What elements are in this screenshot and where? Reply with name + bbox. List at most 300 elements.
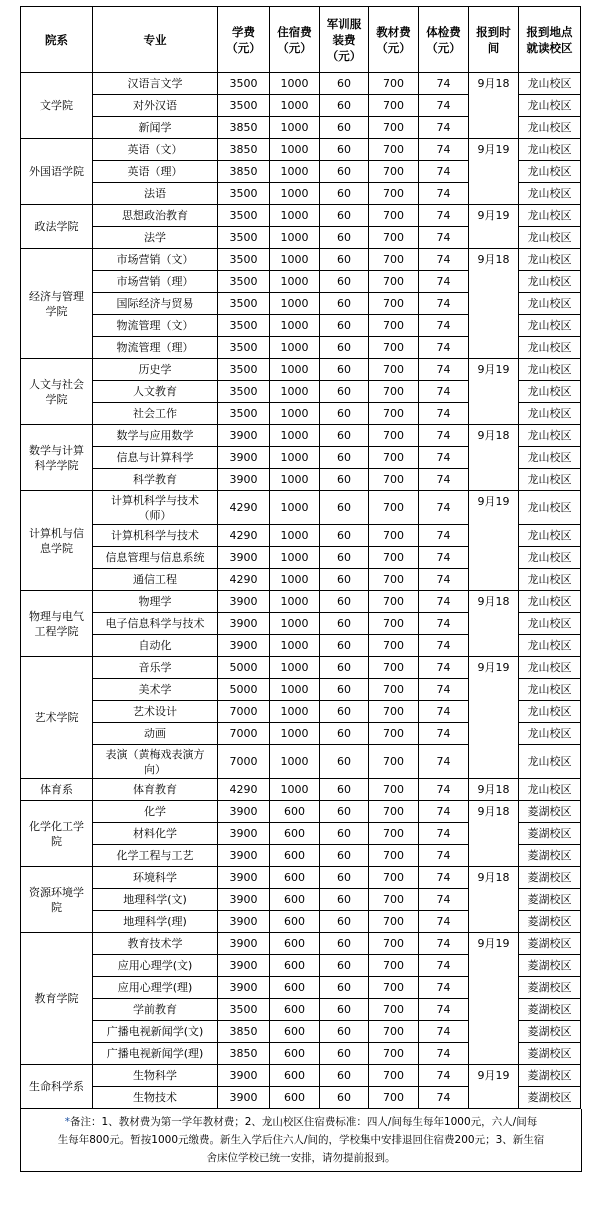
fee-tuition: 4290 bbox=[218, 525, 270, 547]
fee-medical: 74 bbox=[419, 745, 469, 779]
fee-dorm: 600 bbox=[270, 1065, 320, 1087]
fee-tuition: 5000 bbox=[218, 679, 270, 701]
fee-books: 700 bbox=[369, 591, 419, 613]
fee-medical: 74 bbox=[419, 867, 469, 889]
major-name: 化学工程与工艺 bbox=[93, 845, 218, 867]
campus-name: 菱湖校区 bbox=[519, 823, 581, 845]
report-date: 9月18 bbox=[469, 801, 519, 867]
campus-name: 龙山校区 bbox=[519, 227, 581, 249]
fee-uniform: 60 bbox=[320, 867, 369, 889]
fee-medical: 74 bbox=[419, 491, 469, 525]
college-name: 物理与电气 工程学院 bbox=[21, 591, 93, 657]
college-name: 生命科学系 bbox=[21, 1065, 93, 1109]
fee-uniform: 60 bbox=[320, 679, 369, 701]
fee-books: 700 bbox=[369, 823, 419, 845]
fee-tuition: 3900 bbox=[218, 801, 270, 823]
major-name: 市场营销（理） bbox=[93, 271, 218, 293]
fee-books: 700 bbox=[369, 801, 419, 823]
campus-name: 龙山校区 bbox=[519, 271, 581, 293]
fee-dorm: 1000 bbox=[270, 525, 320, 547]
fee-books: 700 bbox=[369, 723, 419, 745]
major-name: 物流管理（文） bbox=[93, 315, 218, 337]
fee-books: 700 bbox=[369, 249, 419, 271]
fee-dorm: 600 bbox=[270, 977, 320, 999]
fee-medical: 74 bbox=[419, 95, 469, 117]
note-star: * bbox=[64, 1116, 71, 1128]
major-name: 广播电视新闻学(文) bbox=[93, 1021, 218, 1043]
fee-books: 700 bbox=[369, 867, 419, 889]
major-name: 音乐学 bbox=[93, 657, 218, 679]
fee-medical: 74 bbox=[419, 779, 469, 801]
table-row bbox=[21, 249, 581, 271]
fee-books: 700 bbox=[369, 911, 419, 933]
fee-medical: 74 bbox=[419, 525, 469, 547]
fee-medical: 74 bbox=[419, 139, 469, 161]
fee-uniform: 60 bbox=[320, 117, 369, 139]
table-row bbox=[21, 933, 581, 955]
report-date: 9月19 bbox=[469, 205, 519, 249]
fee-uniform: 60 bbox=[320, 525, 369, 547]
fee-table-body bbox=[21, 73, 581, 1109]
header-medical: 体检费 （元） bbox=[419, 7, 469, 73]
fee-dorm: 1000 bbox=[270, 183, 320, 205]
fee-uniform: 60 bbox=[320, 823, 369, 845]
major-name: 汉语言文学 bbox=[93, 73, 218, 95]
campus-name: 菱湖校区 bbox=[519, 999, 581, 1021]
fee-uniform: 60 bbox=[320, 845, 369, 867]
fee-dorm: 1000 bbox=[270, 613, 320, 635]
major-name: 思想政治教育 bbox=[93, 205, 218, 227]
fee-books: 700 bbox=[369, 183, 419, 205]
major-name: 社会工作 bbox=[93, 403, 218, 425]
fee-uniform: 60 bbox=[320, 1043, 369, 1065]
major-name: 对外汉语 bbox=[93, 95, 218, 117]
fee-medical: 74 bbox=[419, 337, 469, 359]
fee-medical: 74 bbox=[419, 117, 469, 139]
table-row bbox=[21, 801, 581, 823]
fee-uniform: 60 bbox=[320, 1087, 369, 1109]
major-name: 国际经济与贸易 bbox=[93, 293, 218, 315]
fee-books: 700 bbox=[369, 95, 419, 117]
campus-name: 龙山校区 bbox=[519, 657, 581, 679]
campus-name: 菱湖校区 bbox=[519, 1065, 581, 1087]
fee-books: 700 bbox=[369, 701, 419, 723]
fee-tuition: 3500 bbox=[218, 249, 270, 271]
fee-uniform: 60 bbox=[320, 381, 369, 403]
campus-name: 菱湖校区 bbox=[519, 977, 581, 999]
report-date: 9月18 bbox=[469, 249, 519, 359]
fee-tuition: 3900 bbox=[218, 613, 270, 635]
fee-uniform: 60 bbox=[320, 635, 369, 657]
fee-dorm: 600 bbox=[270, 1087, 320, 1109]
fee-uniform: 60 bbox=[320, 161, 369, 183]
college-name: 外国语学院 bbox=[21, 139, 93, 205]
fee-medical: 74 bbox=[419, 359, 469, 381]
fee-tuition: 7000 bbox=[218, 723, 270, 745]
fee-books: 700 bbox=[369, 469, 419, 491]
fee-dorm: 1000 bbox=[270, 447, 320, 469]
fee-dorm: 1000 bbox=[270, 723, 320, 745]
fee-books: 700 bbox=[369, 293, 419, 315]
fee-table bbox=[20, 6, 581, 1109]
fee-books: 700 bbox=[369, 161, 419, 183]
fee-tuition: 3900 bbox=[218, 933, 270, 955]
major-name: 人文教育 bbox=[93, 381, 218, 403]
fee-uniform: 60 bbox=[320, 801, 369, 823]
table-row bbox=[21, 425, 581, 447]
fee-tuition: 3900 bbox=[218, 955, 270, 977]
fee-medical: 74 bbox=[419, 1021, 469, 1043]
campus-name: 龙山校区 bbox=[519, 723, 581, 745]
fee-tuition: 3900 bbox=[218, 867, 270, 889]
campus-name: 龙山校区 bbox=[519, 425, 581, 447]
fee-dorm: 1000 bbox=[270, 271, 320, 293]
fee-dorm: 1000 bbox=[270, 547, 320, 569]
fee-uniform: 60 bbox=[320, 657, 369, 679]
fee-uniform: 60 bbox=[320, 591, 369, 613]
fee-medical: 74 bbox=[419, 569, 469, 591]
fee-books: 700 bbox=[369, 1043, 419, 1065]
campus-name: 菱湖校区 bbox=[519, 1087, 581, 1109]
fee-books: 700 bbox=[369, 359, 419, 381]
table-row bbox=[21, 205, 581, 227]
fee-books: 700 bbox=[369, 999, 419, 1021]
fee-medical: 74 bbox=[419, 911, 469, 933]
header-books: 教材费 （元） bbox=[369, 7, 419, 73]
fee-books: 700 bbox=[369, 315, 419, 337]
fee-uniform: 60 bbox=[320, 337, 369, 359]
fee-uniform: 60 bbox=[320, 425, 369, 447]
fee-uniform: 60 bbox=[320, 933, 369, 955]
fee-dorm: 600 bbox=[270, 1021, 320, 1043]
college-name: 体育系 bbox=[21, 779, 93, 801]
fee-dorm: 1000 bbox=[270, 315, 320, 337]
header-college: 院系 bbox=[21, 7, 93, 73]
fee-tuition: 4290 bbox=[218, 779, 270, 801]
major-name: 法学 bbox=[93, 227, 218, 249]
major-name: 计算机科学与技术 bbox=[93, 525, 218, 547]
fee-uniform: 60 bbox=[320, 745, 369, 779]
fee-books: 700 bbox=[369, 635, 419, 657]
fee-medical: 74 bbox=[419, 679, 469, 701]
fee-uniform: 60 bbox=[320, 613, 369, 635]
campus-name: 龙山校区 bbox=[519, 359, 581, 381]
report-date: 9月19 bbox=[469, 933, 519, 1065]
fee-uniform: 60 bbox=[320, 569, 369, 591]
college-name: 资源环境学 院 bbox=[21, 867, 93, 933]
fee-tuition: 3500 bbox=[218, 999, 270, 1021]
fee-medical: 74 bbox=[419, 955, 469, 977]
table-row bbox=[21, 867, 581, 889]
campus-name: 龙山校区 bbox=[519, 779, 581, 801]
fee-books: 700 bbox=[369, 491, 419, 525]
fee-dorm: 600 bbox=[270, 867, 320, 889]
fee-books: 700 bbox=[369, 613, 419, 635]
campus-name: 龙山校区 bbox=[519, 613, 581, 635]
fee-tuition: 3850 bbox=[218, 117, 270, 139]
fee-medical: 74 bbox=[419, 801, 469, 823]
fee-tuition: 3500 bbox=[218, 95, 270, 117]
fee-uniform: 60 bbox=[320, 447, 369, 469]
fee-dorm: 1000 bbox=[270, 569, 320, 591]
campus-name: 龙山校区 bbox=[519, 591, 581, 613]
fee-tuition: 7000 bbox=[218, 745, 270, 779]
major-name: 应用心理学(理) bbox=[93, 977, 218, 999]
college-name: 艺术学院 bbox=[21, 657, 93, 779]
campus-name: 菱湖校区 bbox=[519, 889, 581, 911]
fee-books: 700 bbox=[369, 845, 419, 867]
fee-tuition: 3500 bbox=[218, 381, 270, 403]
fee-medical: 74 bbox=[419, 933, 469, 955]
campus-name: 龙山校区 bbox=[519, 491, 581, 525]
fee-medical: 74 bbox=[419, 271, 469, 293]
table-row bbox=[21, 1065, 581, 1087]
major-name: 通信工程 bbox=[93, 569, 218, 591]
campus-name: 龙山校区 bbox=[519, 381, 581, 403]
major-name: 应用心理学(文) bbox=[93, 955, 218, 977]
report-date: 9月19 bbox=[469, 491, 519, 591]
major-name: 化学 bbox=[93, 801, 218, 823]
fee-uniform: 60 bbox=[320, 183, 369, 205]
fee-dorm: 1000 bbox=[270, 779, 320, 801]
fee-tuition: 3850 bbox=[218, 139, 270, 161]
major-name: 广播电视新闻学(理) bbox=[93, 1043, 218, 1065]
fee-medical: 74 bbox=[419, 635, 469, 657]
fee-medical: 74 bbox=[419, 1065, 469, 1087]
fee-tuition: 4290 bbox=[218, 491, 270, 525]
fee-dorm: 1000 bbox=[270, 139, 320, 161]
fee-dorm: 1000 bbox=[270, 381, 320, 403]
fee-tuition: 3900 bbox=[218, 425, 270, 447]
fee-tuition: 3900 bbox=[218, 823, 270, 845]
note-line: 备注：1、教材费为第一学年教材费；2、龙山校区住宿费标准：四人/间每生每年1000元，六人/间每 bbox=[70, 1116, 538, 1128]
fee-dorm: 600 bbox=[270, 955, 320, 977]
fee-dorm: 1000 bbox=[270, 249, 320, 271]
report-date: 9月19 bbox=[469, 139, 519, 205]
major-name: 信息与计算科学 bbox=[93, 447, 218, 469]
fee-medical: 74 bbox=[419, 701, 469, 723]
fee-medical: 74 bbox=[419, 999, 469, 1021]
note-line: 舍床位学校已统一安排，请勿提前报到。 bbox=[206, 1152, 396, 1164]
major-name: 计算机科学与技术 （师） bbox=[93, 491, 218, 525]
header-major: 专业 bbox=[93, 7, 218, 73]
campus-name: 龙山校区 bbox=[519, 73, 581, 95]
fee-tuition: 3850 bbox=[218, 1021, 270, 1043]
major-name: 生物技术 bbox=[93, 1087, 218, 1109]
fee-tuition: 3500 bbox=[218, 293, 270, 315]
fee-dorm: 1000 bbox=[270, 701, 320, 723]
report-date: 9月18 bbox=[469, 73, 519, 139]
fee-books: 700 bbox=[369, 657, 419, 679]
fee-tuition: 3500 bbox=[218, 183, 270, 205]
fee-tuition: 4290 bbox=[218, 569, 270, 591]
major-name: 材料化学 bbox=[93, 823, 218, 845]
fee-uniform: 60 bbox=[320, 293, 369, 315]
fee-tuition: 3850 bbox=[218, 1043, 270, 1065]
fee-dorm: 1000 bbox=[270, 161, 320, 183]
fee-medical: 74 bbox=[419, 547, 469, 569]
major-name: 艺术设计 bbox=[93, 701, 218, 723]
fee-dorm: 600 bbox=[270, 889, 320, 911]
major-name: 生物科学 bbox=[93, 1065, 218, 1087]
major-name: 教育技术学 bbox=[93, 933, 218, 955]
fee-medical: 74 bbox=[419, 381, 469, 403]
college-name: 计算机与信 息学院 bbox=[21, 491, 93, 591]
fee-books: 700 bbox=[369, 889, 419, 911]
campus-name: 龙山校区 bbox=[519, 569, 581, 591]
fee-dorm: 1000 bbox=[270, 469, 320, 491]
campus-name: 龙山校区 bbox=[519, 161, 581, 183]
fee-uniform: 60 bbox=[320, 139, 369, 161]
campus-name: 菱湖校区 bbox=[519, 845, 581, 867]
fee-tuition: 3500 bbox=[218, 205, 270, 227]
fee-dorm: 600 bbox=[270, 801, 320, 823]
major-name: 动画 bbox=[93, 723, 218, 745]
fee-books: 700 bbox=[369, 1087, 419, 1109]
fee-books: 700 bbox=[369, 1065, 419, 1087]
fee-tuition: 3900 bbox=[218, 469, 270, 491]
fee-tuition: 3900 bbox=[218, 977, 270, 999]
fee-tuition: 3500 bbox=[218, 403, 270, 425]
college-name: 政法学院 bbox=[21, 205, 93, 249]
major-name: 体育教育 bbox=[93, 779, 218, 801]
campus-name: 龙山校区 bbox=[519, 701, 581, 723]
fee-uniform: 60 bbox=[320, 73, 369, 95]
campus-name: 龙山校区 bbox=[519, 745, 581, 779]
table-row bbox=[21, 73, 581, 95]
fee-dorm: 1000 bbox=[270, 293, 320, 315]
fee-books: 700 bbox=[369, 381, 419, 403]
campus-name: 龙山校区 bbox=[519, 403, 581, 425]
campus-name: 龙山校区 bbox=[519, 293, 581, 315]
major-name: 学前教育 bbox=[93, 999, 218, 1021]
fee-uniform: 60 bbox=[320, 1065, 369, 1087]
campus-name: 龙山校区 bbox=[519, 635, 581, 657]
fee-books: 700 bbox=[369, 955, 419, 977]
fee-dorm: 1000 bbox=[270, 117, 320, 139]
campus-name: 龙山校区 bbox=[519, 447, 581, 469]
major-name: 法语 bbox=[93, 183, 218, 205]
campus-name: 龙山校区 bbox=[519, 249, 581, 271]
fee-tuition: 3500 bbox=[218, 359, 270, 381]
fee-books: 700 bbox=[369, 447, 419, 469]
major-name: 信息管理与信息系统 bbox=[93, 547, 218, 569]
major-name: 表演（黄梅戏表演方 向） bbox=[93, 745, 218, 779]
fee-dorm: 1000 bbox=[270, 491, 320, 525]
fee-tuition: 3500 bbox=[218, 315, 270, 337]
fee-medical: 74 bbox=[419, 723, 469, 745]
campus-name: 龙山校区 bbox=[519, 315, 581, 337]
fee-dorm: 1000 bbox=[270, 679, 320, 701]
campus-name: 菱湖校区 bbox=[519, 911, 581, 933]
fee-uniform: 60 bbox=[320, 95, 369, 117]
fee-uniform: 60 bbox=[320, 547, 369, 569]
campus-name: 龙山校区 bbox=[519, 679, 581, 701]
fee-books: 700 bbox=[369, 205, 419, 227]
fee-dorm: 1000 bbox=[270, 95, 320, 117]
fee-books: 700 bbox=[369, 73, 419, 95]
campus-name: 龙山校区 bbox=[519, 139, 581, 161]
fee-medical: 74 bbox=[419, 845, 469, 867]
table-row bbox=[21, 591, 581, 613]
fee-books: 700 bbox=[369, 547, 419, 569]
fee-books: 700 bbox=[369, 271, 419, 293]
fee-medical: 74 bbox=[419, 1087, 469, 1109]
fee-uniform: 60 bbox=[320, 723, 369, 745]
fee-tuition: 3500 bbox=[218, 73, 270, 95]
fee-books: 700 bbox=[369, 1021, 419, 1043]
fee-medical: 74 bbox=[419, 1043, 469, 1065]
fee-dorm: 600 bbox=[270, 1043, 320, 1065]
college-name: 化学化工学 院 bbox=[21, 801, 93, 867]
fee-dorm: 600 bbox=[270, 999, 320, 1021]
fee-books: 700 bbox=[369, 117, 419, 139]
fee-dorm: 1000 bbox=[270, 425, 320, 447]
fee-tuition: 3500 bbox=[218, 271, 270, 293]
fee-medical: 74 bbox=[419, 657, 469, 679]
campus-name: 龙山校区 bbox=[519, 469, 581, 491]
fee-uniform: 60 bbox=[320, 315, 369, 337]
header-dorm: 住宿费 （元） bbox=[270, 7, 320, 73]
header-campus: 报到地点 就读校区 bbox=[519, 7, 581, 73]
fee-uniform: 60 bbox=[320, 469, 369, 491]
fee-medical: 74 bbox=[419, 591, 469, 613]
major-name: 英语（文） bbox=[93, 139, 218, 161]
fee-uniform: 60 bbox=[320, 491, 369, 525]
fee-medical: 74 bbox=[419, 293, 469, 315]
fee-tuition: 3500 bbox=[218, 337, 270, 359]
fee-dorm: 1000 bbox=[270, 205, 320, 227]
major-name: 新闻学 bbox=[93, 117, 218, 139]
major-name: 英语（理） bbox=[93, 161, 218, 183]
major-name: 地理科学(理) bbox=[93, 911, 218, 933]
fee-uniform: 60 bbox=[320, 249, 369, 271]
fee-medical: 74 bbox=[419, 613, 469, 635]
fee-uniform: 60 bbox=[320, 911, 369, 933]
report-date: 9月19 bbox=[469, 1065, 519, 1109]
major-name: 电子信息科学与技术 bbox=[93, 613, 218, 635]
campus-name: 菱湖校区 bbox=[519, 1021, 581, 1043]
fee-medical: 74 bbox=[419, 73, 469, 95]
table-row bbox=[21, 139, 581, 161]
major-name: 市场营销（文） bbox=[93, 249, 218, 271]
fee-books: 700 bbox=[369, 779, 419, 801]
fee-tuition: 3900 bbox=[218, 1065, 270, 1087]
fee-uniform: 60 bbox=[320, 227, 369, 249]
fee-uniform: 60 bbox=[320, 205, 369, 227]
campus-name: 菱湖校区 bbox=[519, 955, 581, 977]
fee-uniform: 60 bbox=[320, 955, 369, 977]
fee-medical: 74 bbox=[419, 161, 469, 183]
fee-books: 700 bbox=[369, 525, 419, 547]
fee-books: 700 bbox=[369, 933, 419, 955]
college-name: 人文与社会 学院 bbox=[21, 359, 93, 425]
fee-medical: 74 bbox=[419, 469, 469, 491]
fee-dorm: 600 bbox=[270, 845, 320, 867]
campus-name: 龙山校区 bbox=[519, 183, 581, 205]
fee-sheet bbox=[20, 6, 580, 1172]
campus-name: 龙山校区 bbox=[519, 117, 581, 139]
header-uniform: 军训服 装费 （元） bbox=[320, 7, 369, 73]
fee-tuition: 3900 bbox=[218, 889, 270, 911]
report-date: 9月18 bbox=[469, 779, 519, 801]
fee-books: 700 bbox=[369, 337, 419, 359]
fee-medical: 74 bbox=[419, 183, 469, 205]
fee-books: 700 bbox=[369, 403, 419, 425]
major-name: 环境科学 bbox=[93, 867, 218, 889]
fee-dorm: 1000 bbox=[270, 591, 320, 613]
fee-dorm: 1000 bbox=[270, 337, 320, 359]
